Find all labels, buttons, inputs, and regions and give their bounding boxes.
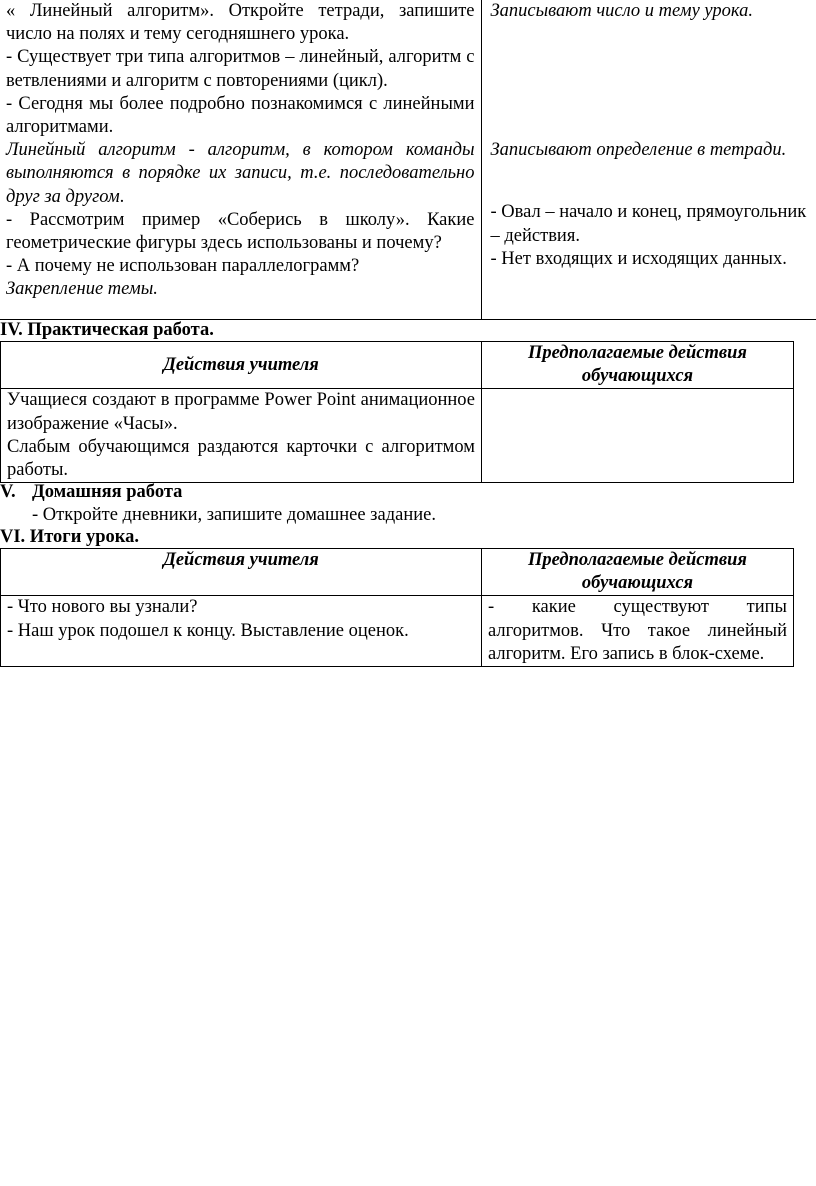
linear-intro-paragraph: - Сегодня мы более подробно познакомимся с линейными алгоритмами. <box>6 93 475 138</box>
practical-header-students: Предполагаемые действия обучающихся <box>482 342 794 389</box>
lesson-table-continued <box>0 0 816 320</box>
section-4-title: IV. Практическая работа. <box>0 320 214 340</box>
student-note-definition: Записывают определение в тетради. <box>490 140 787 161</box>
definition-end: . <box>119 186 125 207</box>
section-5-label: Домашняя работа <box>32 482 183 502</box>
summary-students-cell <box>482 596 794 667</box>
definition-paragraph <box>6 139 475 209</box>
parallelogram-question: - А почему не использован параллелограмм? <box>6 256 360 277</box>
student-answer-data: - Нет входящих и исходящих данных. <box>490 248 787 269</box>
practical-work-table <box>0 341 794 483</box>
student-note-date: Записывают число и тему урока. <box>490 1 753 21</box>
algorithm-types-paragraph: - Существует три типа алгоритмов – линейный, алгоритм с ветвлениями и алгоритм с повторениями (цикл). <box>6 47 475 91</box>
section-5-number: V. <box>0 482 16 502</box>
summary-student-answer: - какие существуют типы алгоритмов. Что такое линейный алгоритм. Его запись в блок-схеме. <box>488 597 787 664</box>
student-actions-cell <box>481 0 816 320</box>
summary-closing: - Наш урок подошел к концу. Выставление оценок. <box>7 620 409 641</box>
lesson-summary-table <box>0 548 794 667</box>
summary-header-teacher: Действия учителя <box>1 549 482 596</box>
practical-teacher-cell <box>1 389 482 483</box>
student-answer-oval: - Овал – начало и конец, прямоугольник <box>490 202 807 223</box>
practical-header-teacher: Действия учителя <box>1 342 482 389</box>
definition-text: Линейный алгоритм - алгоритм, в котором команды выполняются в порядке их записи, т.е. последовательно друг за другом <box>6 140 475 207</box>
student-answer-actions: – действия. <box>490 225 580 246</box>
practical-cards-paragraph: Слабым обучающимся раздаются карточки с алгоритмом работы. <box>7 436 475 481</box>
teacher-actions-cell <box>0 0 481 320</box>
practical-task-paragraph: Учащиеся создают в программе Power Point анимационное изображение «Часы». <box>7 390 475 434</box>
summary-teacher-cell <box>1 596 482 667</box>
section-5-title <box>0 481 182 504</box>
homework-text: - Откройте дневники, запишите домашнее задание. <box>32 505 436 525</box>
summary-header-students: Предполагаемые действия обучающихся <box>482 549 794 596</box>
summary-question: - Что нового вы узнали? <box>7 597 198 618</box>
intro-paragraph: « Линейный алгоритм». Откройте тетради, запишите число на полях и тему сегодняшнего урока. <box>6 1 475 45</box>
section-6-title: VI. Итоги урока. <box>0 527 140 547</box>
reinforcement-label: Закрепление темы. <box>6 279 158 300</box>
example-paragraph: - Рассмотрим пример «Соберись в школу». Какие геометрические фигуры здесь использованы и почему? <box>6 209 475 254</box>
practical-students-cell <box>482 389 794 483</box>
